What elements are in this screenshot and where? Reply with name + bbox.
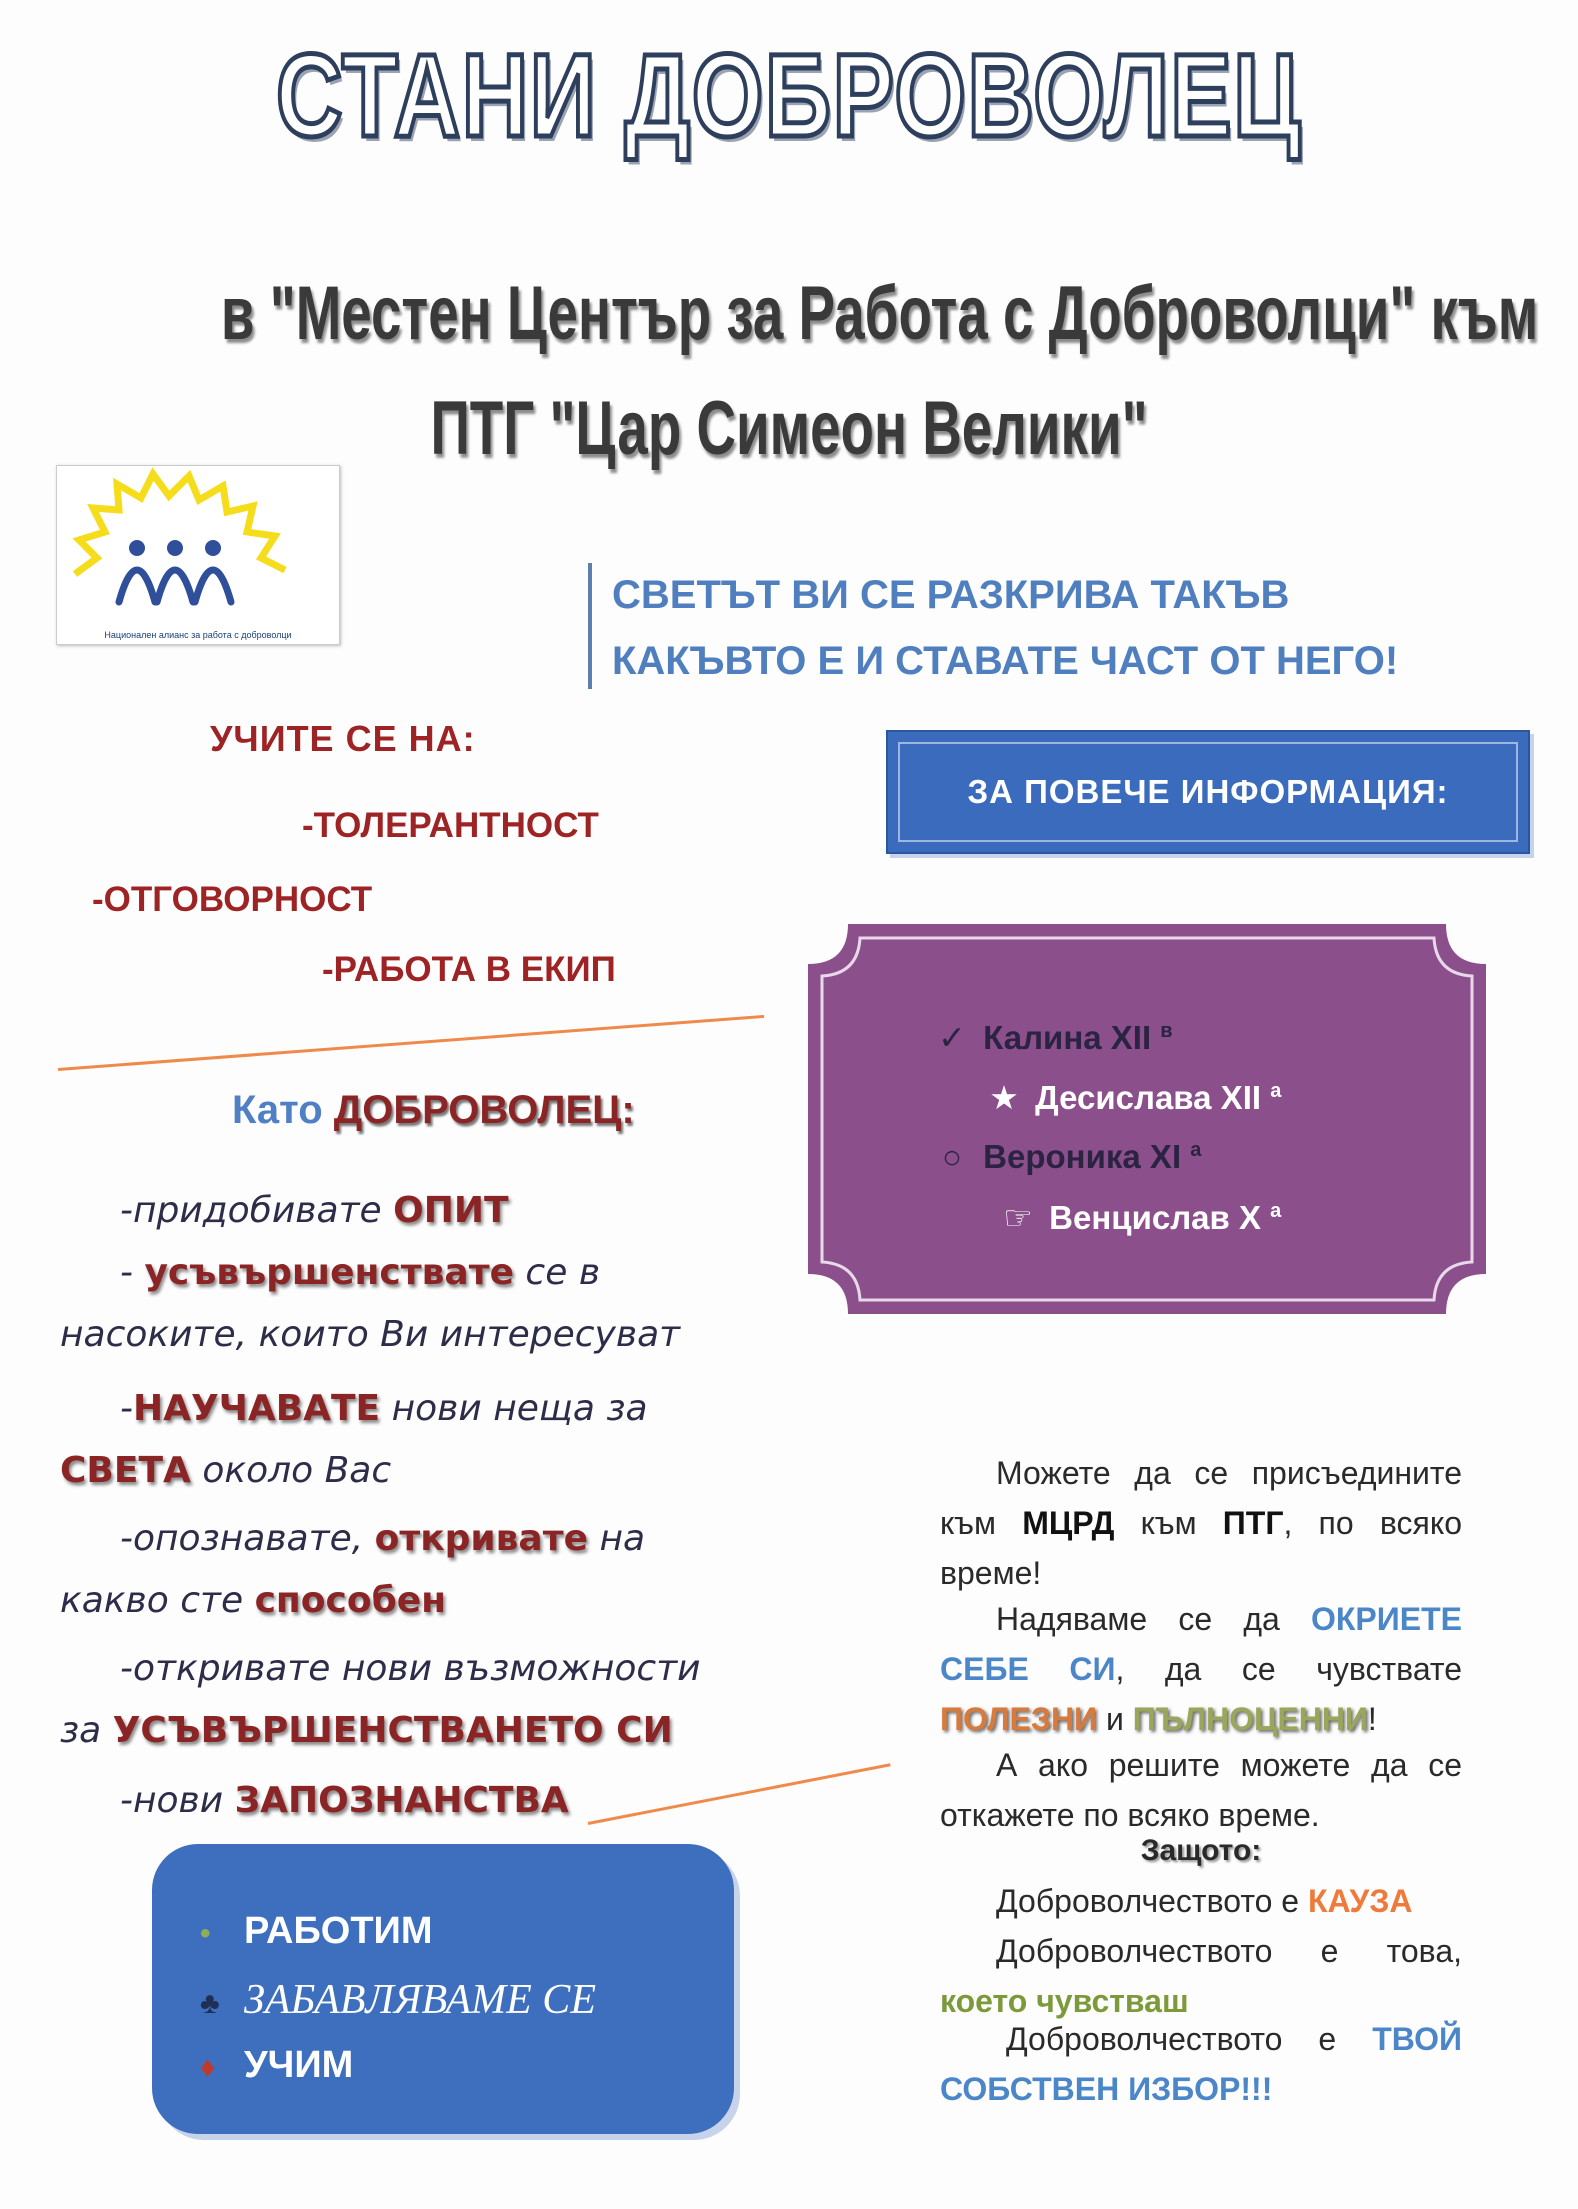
sun-people-icon — [57, 466, 339, 626]
volunteer-line — [60, 1440, 820, 1502]
text: за — [60, 1710, 113, 1751]
text: Доброволчеството е — [1006, 2021, 1373, 2057]
more-info-banner: ЗА ПОВЕЧЕ ИНФОРМАЦИЯ: — [886, 730, 1530, 854]
text: насоките, които Ви интересуват — [60, 1314, 681, 1355]
text: Можете да се присъедините към — [940, 1455, 1462, 1541]
activity-fun — [200, 1976, 596, 2024]
learn-item-teamwork: -РАБОТА В ЕКИП — [322, 950, 616, 989]
text: - — [120, 1388, 133, 1429]
contacts-plaque — [808, 924, 1486, 1314]
text: и — [1097, 1701, 1133, 1737]
text: Доброволчеството е това, — [996, 1933, 1462, 1969]
text: около Вас — [190, 1450, 392, 1491]
contact-name: Венцислав X — [1049, 1199, 1261, 1236]
choice-line — [940, 2014, 1462, 2114]
contact-name: Вероника XI — [983, 1138, 1182, 1175]
volunteer-line — [60, 1378, 880, 1440]
activities-box — [152, 1844, 734, 2134]
highlight: НАУЧАВАТЕ — [133, 1388, 381, 1429]
learn-heading: УЧИТЕ СЕ НА: — [210, 718, 476, 759]
volunteer-line — [60, 1770, 880, 1832]
text: -опознавате, — [120, 1518, 375, 1559]
highlight: способен — [254, 1580, 447, 1621]
volunteer-line — [60, 1700, 820, 1762]
activity-label: РАБОТИМ — [244, 1910, 433, 1952]
star-icon: ★ — [989, 1079, 1019, 1116]
volunteer-heading — [232, 1088, 635, 1133]
text: , по всяко време! — [940, 1505, 1462, 1591]
volunteer-heading-prefix: Като — [232, 1088, 323, 1132]
contact-name: Десислава XII — [1035, 1079, 1262, 1116]
cause-line — [940, 1876, 1462, 1926]
text: -нови — [120, 1780, 235, 1821]
contact-ventsislav — [996, 1198, 1281, 1237]
hope-paragraph — [940, 1594, 1462, 1744]
contact-desislava — [982, 1078, 1281, 1117]
learn-item-tolerance: -ТОЛЕРАНТНОСТ — [302, 806, 599, 845]
contact-kalina — [930, 1018, 1173, 1057]
club-icon: ♣ — [200, 1987, 220, 2020]
diamond-icon: ♦ — [200, 2051, 216, 2084]
pointing-hand-icon: ☞ — [1003, 1199, 1033, 1236]
highlight: откривате — [374, 1518, 588, 1559]
highlight: СВЕТА — [60, 1450, 191, 1491]
highlight: ОПИТ — [393, 1190, 509, 1231]
text: - — [120, 1252, 145, 1293]
contact-class: а — [1270, 1080, 1282, 1102]
volunteer-line — [60, 1180, 880, 1242]
poster-title: СТАНИ ДОБРОВОЛЕЦ — [276, 30, 1302, 162]
text: на — [588, 1518, 646, 1559]
text: ! — [1367, 1701, 1377, 1737]
quit-paragraph: А ако решите можете да се откажете по всяко време. — [940, 1747, 1462, 1833]
highlight: усъвършенствате — [144, 1252, 514, 1293]
text: , да се чувствате — [1115, 1651, 1463, 1687]
because-label: Защото: — [1140, 1834, 1262, 1867]
activity-work — [200, 1910, 433, 1953]
volunteer-line — [60, 1638, 880, 1700]
contact-veronika — [930, 1138, 1201, 1176]
activity-label: УЧИМ — [244, 2044, 354, 2086]
logo-caption: Национален алианс за работа с доброволци — [104, 630, 292, 640]
text: -откривате нови възможности — [120, 1648, 701, 1689]
poster-subtitle-line1: в "Местен Център за Работа с Доброволци" към — [220, 271, 1539, 356]
volunteer-line — [60, 1508, 880, 1570]
text: ТВОЙ СОБСТВЕН ИЗБОР!!! — [940, 2021, 1462, 2107]
learn-item-responsibility: -ОТГОВОРНОСТ — [92, 880, 373, 919]
highlight: УСЪВЪРШЕНСТВАНЕТО СИ — [112, 1710, 673, 1751]
tagline — [612, 562, 1398, 694]
text: ПОЛЕЗНИ — [940, 1701, 1098, 1737]
poster-subtitle-line2: ПТГ "Цар Симеон Велики" — [430, 386, 1148, 471]
contact-class: в — [1160, 1020, 1173, 1042]
volunteer-line — [60, 1570, 820, 1632]
activity-learn — [200, 2044, 353, 2087]
text: към — [1114, 1505, 1223, 1541]
contact-class: а — [1190, 1139, 1202, 1161]
text: Надяваме се да — [996, 1601, 1311, 1637]
dot-icon: • — [200, 1917, 211, 1950]
tagline-bar — [588, 563, 592, 689]
text: ОКРИЕТЕ СЕБЕ СИ — [940, 1601, 1462, 1687]
tagline-line1: СВЕТЪТ ВИ СЕ РАЗКРИВА ТАКЪВ — [612, 573, 1290, 617]
text: ПЪЛНОЦЕННИ — [1132, 1701, 1368, 1737]
text: какво сте — [60, 1580, 255, 1621]
contact-name: Калина XII — [983, 1019, 1152, 1056]
tagline-line2: КАКЪВТО Е И СТАВАТЕ ЧАСТ ОТ НЕГО! — [612, 639, 1399, 683]
text: -придобивате — [120, 1190, 394, 1231]
text: което чувстваш — [940, 1983, 1189, 2019]
text: Доброволчеството е — [996, 1883, 1308, 1919]
text: ПТГ — [1222, 1505, 1284, 1541]
check-icon: ✓ — [938, 1019, 966, 1056]
text: се в — [513, 1252, 601, 1293]
feel-line — [940, 1926, 1462, 2026]
volunteer-heading-highlight: ДОБРОВОЛЕЦ: — [333, 1088, 635, 1132]
text: нови неща за — [380, 1388, 648, 1429]
volunteer-alliance-logo — [56, 465, 340, 645]
activity-label: ЗАБАВЛЯВАМЕ СЕ — [244, 1977, 596, 2023]
contact-class: а — [1270, 1200, 1282, 1222]
volunteer-line — [60, 1242, 880, 1304]
text: МЦРД — [1022, 1505, 1115, 1541]
divider-line — [58, 1015, 764, 1071]
volunteer-line — [60, 1304, 820, 1366]
highlight: ЗАПОЗНАНСТВА — [234, 1780, 569, 1821]
text: КАУЗА — [1307, 1883, 1413, 1919]
circle-icon: ○ — [942, 1138, 962, 1175]
join-paragraph — [940, 1448, 1462, 1598]
